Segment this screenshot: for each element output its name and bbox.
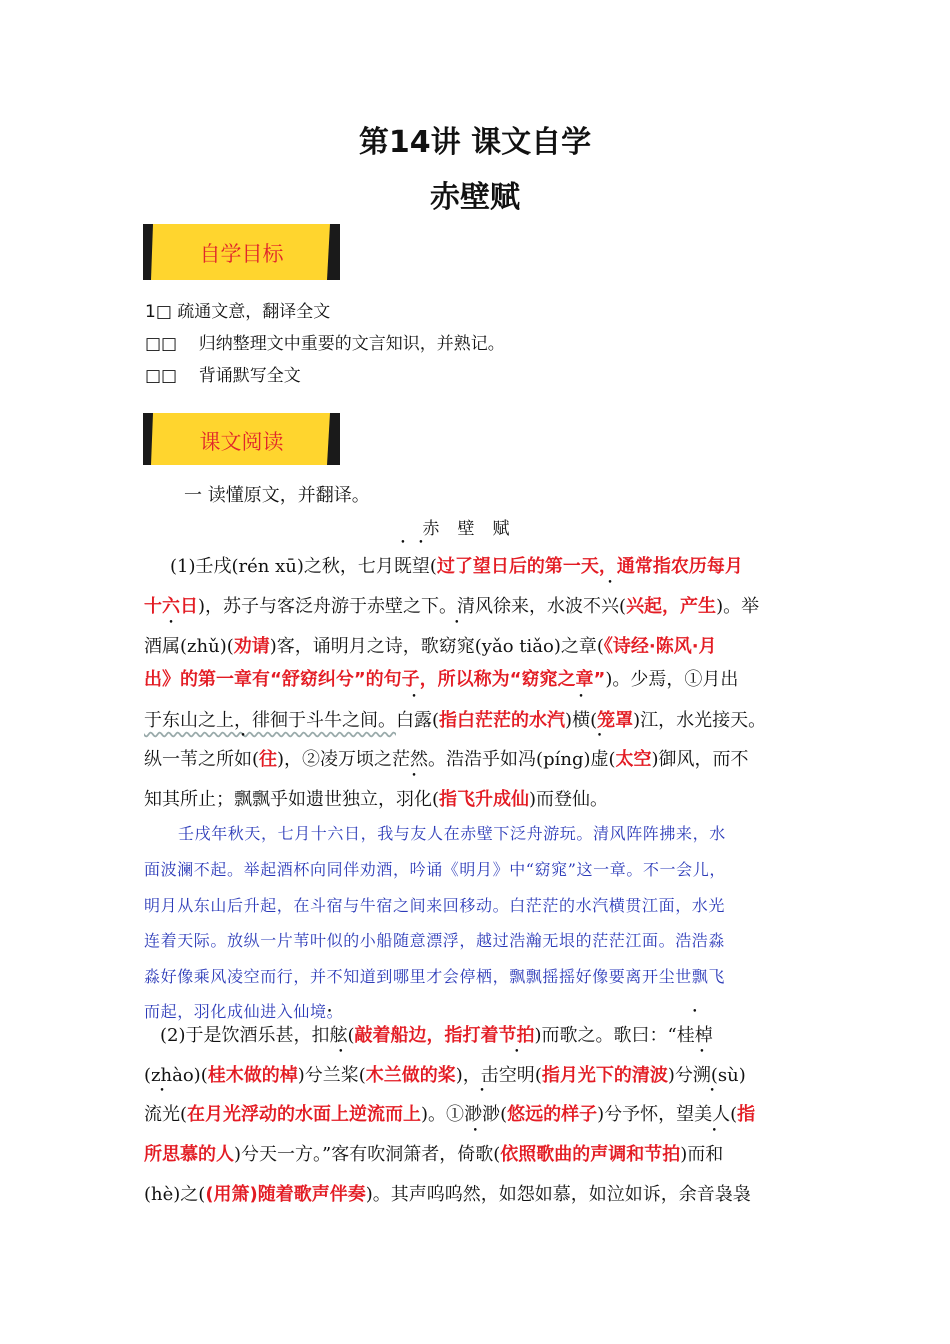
text-span: 兴起，产生: [626, 596, 717, 617]
reading-banner-label: 课文阅读: [199, 430, 284, 454]
text-span: )，苏子与客泛舟游于赤壁之下。清风徐来，水波不: [198, 596, 602, 617]
text-span: )。①: [421, 1104, 465, 1125]
text-span: )御风，而不: [651, 749, 749, 770]
text-span: 木兰做的桨: [365, 1065, 456, 1086]
text-span: (hè)之(: [144, 1184, 206, 1205]
text-span: (: [493, 1144, 501, 1165]
translation-line: 连着天际。放纵一片苇叶似的小船随意漂浮，越过浩瀚无垠的茫茫江面。浩浩淼: [144, 931, 726, 950]
text-line: [170, 552, 743, 578]
text-span: 悠远的样子: [507, 1104, 598, 1125]
text-span: 属: [162, 636, 180, 657]
translation-line: 淼好像乘风凌空而行，并不知道到哪里才会停栖，飘飘摇摇好像要离开尘世飘飞: [144, 967, 726, 986]
text-span: 望: [411, 556, 430, 577]
text-span: 溯: [692, 1065, 711, 1086]
text-span: 出》的第一章有“舒窈纠兮”的句子，所以称为“窈窕之章”: [144, 669, 606, 690]
text-span: )而歌之。歌曰：“: [534, 1025, 677, 1046]
text-span: (zhǔ)(: [180, 636, 234, 657]
text-span: 指月光下的清波: [541, 1065, 668, 1086]
text-span: 笼罩: [597, 710, 634, 731]
text-span: 在月光浮动的水面上逆流而上: [187, 1104, 422, 1125]
text-span: )。其声呜呜然，如怨如慕，如泣如诉，余音袅袅: [365, 1184, 751, 1205]
text-span: 兰桨: [322, 1065, 359, 1086]
text-span: )，②凌万顷之茫然。浩浩乎如冯(píng): [277, 749, 591, 770]
text-span: )而登仙。: [529, 789, 609, 810]
text-line: [144, 1180, 751, 1206]
text-span: 《诗经·陈风·月: [603, 636, 717, 657]
goals-banner: [143, 224, 340, 280]
text-span: 指白茫茫的水汽: [439, 710, 566, 731]
goals-banner-label: 自学目标: [199, 242, 284, 266]
text-span: 羽化: [396, 789, 432, 810]
text-span: 过了望日后的第一天，通常指农历每月: [436, 556, 743, 577]
text-span: (: [608, 749, 616, 770]
translation-line: 明月从东山后升起，在斗宿与牛宿之间来回移动。白茫茫的水汽横贯江面，水光: [144, 896, 726, 915]
text-span: )兮: [297, 1065, 323, 1086]
text-span: )。举: [716, 596, 760, 617]
goal-item: □□ 背诵默写全文: [145, 366, 301, 386]
text-span: (: [347, 1025, 355, 1046]
page-title: 第14讲 课文自学: [358, 125, 592, 160]
text-line: [144, 592, 759, 618]
text-span: (: [730, 1104, 738, 1125]
text-span: (yǎo tiǎo)之章(: [474, 636, 604, 657]
text-span: 酒: [144, 636, 162, 657]
text-span: (: [590, 710, 598, 731]
text-span: (: [180, 1104, 188, 1125]
text-span: )兮: [667, 1065, 693, 1086]
text-span: (sù): [710, 1065, 746, 1086]
text-span: 窈窕: [438, 636, 475, 657]
text-span: )兮天一方。”客有吹洞箫者，: [234, 1144, 458, 1165]
text-span: 流光: [144, 1104, 180, 1125]
text-span: (: [358, 1065, 366, 1086]
text-span: 依照歌曲的声调和节拍: [500, 1144, 681, 1165]
text-span: 往: [259, 749, 278, 770]
text-span: (: [500, 1104, 508, 1125]
text-line: [144, 1100, 755, 1126]
text-span: 于东山之上，徘徊于斗牛之间。: [144, 710, 396, 731]
text-span: 太空: [615, 749, 652, 770]
text-span: 桂木做的棹: [207, 1065, 298, 1086]
text-span: 虚: [590, 749, 609, 770]
text-span: 知其所止；飘飘乎如遗世独立，: [144, 789, 396, 810]
text-span: 倚歌: [457, 1144, 494, 1165]
text-span: 指飞升成仙: [439, 789, 530, 810]
text-line: [144, 632, 717, 658]
text-span: (zhào)(: [144, 1065, 208, 1086]
text-line: [144, 1061, 746, 1087]
text-span: )而: [680, 1144, 706, 1165]
text-line: [144, 1140, 723, 1166]
translation-line: 面波澜不起。举起酒杯向同伴劝酒，吟诵《明月》中“窈窕”这一章。不一会儿，: [144, 860, 726, 879]
text-span: 白露: [396, 710, 432, 731]
text-span: (: [534, 1065, 542, 1086]
text-span: 兴: [601, 596, 620, 617]
text-span: (: [432, 789, 440, 810]
text-span: 纵一苇之所: [144, 749, 234, 770]
page-subtitle: 赤壁赋: [430, 180, 520, 215]
text-span: )江，水光接天。: [633, 710, 767, 731]
text-span: )，击: [455, 1065, 499, 1086]
text-span: 所思慕的人: [144, 1144, 234, 1165]
text-span: ): [565, 710, 573, 731]
translation-line: 而起，羽化成仙进入仙境。: [144, 1002, 344, 1021]
text-span: 如: [234, 749, 252, 770]
text-line: [144, 745, 749, 771]
text-span: (1)壬戌(rén xū)之秋，七月: [170, 556, 394, 577]
goal-item: 1□ 疏通文意，翻译全文: [145, 302, 331, 322]
text-span: 扣舷: [311, 1025, 348, 1046]
text-span: (用箫)随着歌声伴奏: [205, 1184, 366, 1205]
text-span: 既: [393, 556, 412, 577]
translation-line: 壬戌年秋天，七月十六日，我与友人在赤壁下泛舟游玩。清风阵阵拂来，水: [178, 824, 726, 843]
text-span: (: [429, 556, 437, 577]
text-span: 指: [737, 1104, 756, 1125]
reading-heading: 一 读懂原文，并翻译。: [184, 485, 370, 506]
text-span: 横: [572, 710, 591, 731]
reading-banner: [143, 413, 340, 465]
poem-title: 赤壁赋: [422, 519, 528, 539]
text-span: (2)于是饮酒乐甚，: [160, 1025, 312, 1046]
text-line: [144, 706, 766, 732]
text-span: 劝请: [233, 636, 270, 657]
text-span: 桂棹: [676, 1025, 713, 1046]
text-span: (: [432, 710, 440, 731]
text-line: [144, 785, 608, 811]
text-line: [144, 665, 738, 691]
text-span: (: [252, 749, 260, 770]
text-line: [160, 1021, 713, 1047]
text-span: )兮予怀，望: [597, 1104, 695, 1125]
text-span: 敲着船边，指打着节拍: [354, 1025, 535, 1046]
text-span: 空明: [498, 1065, 535, 1086]
text-span: 渺渺: [464, 1104, 501, 1125]
text-span: (: [619, 596, 627, 617]
text-span: )。少焉，①月出: [605, 669, 739, 690]
goal-item: □□ 归纳整理文中重要的文言知识，并熟记。: [145, 334, 505, 354]
text-span: )客，诵明月之诗，歌: [269, 636, 439, 657]
text-span: 美人: [694, 1104, 731, 1125]
text-span: 十六日: [144, 596, 198, 617]
text-span: 和: [705, 1144, 724, 1165]
